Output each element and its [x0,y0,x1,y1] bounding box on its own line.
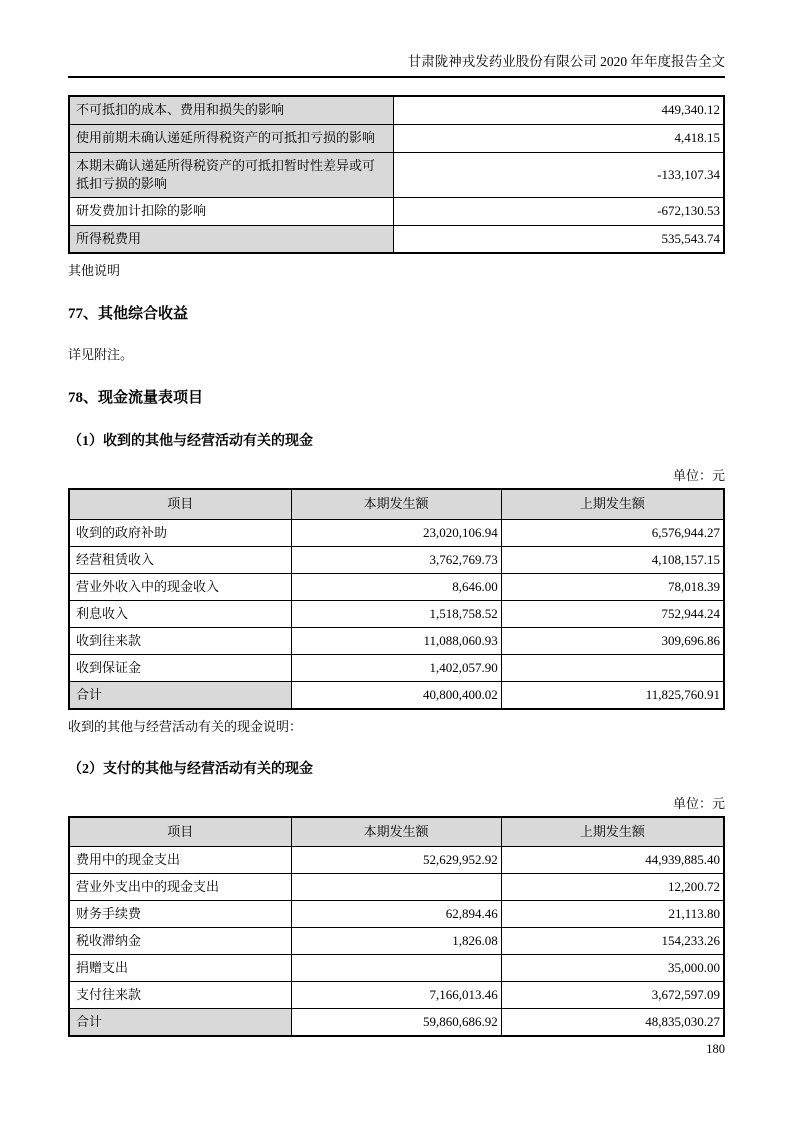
row-prior-cell: 4,108,157.15 [501,546,724,573]
column-header-prior-period: 上期发生额 [501,817,724,847]
received-cash-note: 收到的其他与经营活动有关的现金说明： [68,718,303,734]
row-prior-cell: 44,939,885.40 [501,847,724,874]
row-label-cell: 收到往来款 [69,627,291,654]
row-label-cell: 税收滞纳金 [69,928,291,955]
table-row [69,654,724,681]
row-label-cell: 收到的政府补助 [69,519,291,546]
table-row [69,573,724,600]
unit-label: 单位：元 [672,795,725,811]
row-label-cell: 收到保证金 [69,654,291,681]
row-current-cell: 8,646.00 [291,573,501,600]
total-prior-cell: 11,825,760.91 [501,681,724,709]
row-label-cell: 捐赠支出 [69,955,291,982]
column-header-current-period: 本期发生额 [291,817,501,847]
table-row [69,847,724,874]
row-label-cell: 利息收入 [69,600,291,627]
row-current-cell: 11,088,060.93 [291,627,501,654]
total-label-cell: 合计 [69,1009,291,1037]
row-current-cell: 52,629,952.92 [291,847,501,874]
see-notes-text: 详见附注。 [68,347,134,362]
row-current-cell: 3,762,769.73 [291,546,501,573]
table-row [69,982,724,1009]
table-row [69,152,724,197]
row-value-cell: 535,543.74 [393,225,724,253]
row-current-cell: 23,020,106.94 [291,519,501,546]
table-row [69,225,724,253]
total-label-cell: 合计 [69,681,291,709]
table-total-row [69,1009,724,1037]
total-current-cell: 59,860,686.92 [291,1009,501,1037]
table-row [69,96,724,124]
table-row [69,955,724,982]
table-row [69,874,724,901]
table-row [69,124,724,152]
subsection-1-heading: （1）收到的其他与经营活动有关的现金 [68,434,313,449]
row-current-cell: 1,518,758.52 [291,600,501,627]
row-prior-cell: 35,000.00 [501,955,724,982]
row-label-cell: 费用中的现金支出 [69,847,291,874]
column-header-item: 项目 [69,489,291,519]
row-label-cell: 营业外支出中的现金支出 [69,874,291,901]
table-total-row [69,681,724,709]
row-current-cell [291,874,501,901]
row-prior-cell: 309,696.86 [501,627,724,654]
section-78-heading: 78、现金流量表项目 [68,390,204,406]
table-row [69,519,724,546]
row-value-cell: 449,340.12 [393,96,724,124]
page-number: 180 [706,1042,725,1056]
row-prior-cell: 6,576,944.27 [501,519,724,546]
row-label-cell: 研发费加计扣除的影响 [69,197,393,225]
row-current-cell: 1,402,057.90 [291,654,501,681]
table-row [69,197,724,225]
subsection-2-heading: （2）支付的其他与经营活动有关的现金 [68,761,313,777]
row-value-cell: 4,418.15 [393,124,724,152]
row-prior-cell: 12,200.72 [501,874,724,901]
unit-label: 单位：元 [672,468,725,483]
row-prior-cell: 78,018.39 [501,573,724,600]
row-label-cell: 所得税费用 [69,225,393,253]
table-row [69,901,724,928]
row-value-cell: -133,107.34 [393,152,724,197]
section-77-heading: 77、其他综合收益 [68,306,189,322]
row-prior-cell: 154,233.26 [501,928,724,955]
row-current-cell: 7,166,013.46 [291,982,501,1009]
row-prior-cell [501,654,724,681]
income-tax-effects-table [68,95,725,254]
row-label-cell: 使用前期未确认递延所得税资产的可抵扣亏损的影响 [69,124,393,152]
row-label-cell: 财务手续费 [69,901,291,928]
row-label-cell: 支付往来款 [69,982,291,1009]
row-current-cell [291,955,501,982]
cash-received-table [68,488,725,710]
column-header-prior-period: 上期发生额 [501,489,724,519]
row-label-cell: 经营租赁收入 [69,546,291,573]
table-header-row [69,817,724,847]
column-header-current-period: 本期发生额 [291,489,501,519]
table-row [69,928,724,955]
table-header-row [69,489,724,519]
total-current-cell: 40,800,400.02 [291,681,501,709]
row-current-cell: 62,894.46 [291,901,501,928]
table-row [69,546,724,573]
row-label-cell: 本期未确认递延所得税资产的可抵扣暂时性差异或可抵扣亏损的影响 [69,152,393,197]
row-prior-cell: 752,944.24 [501,600,724,627]
row-prior-cell: 21,113.80 [501,901,724,928]
other-note-text: 其他说明 [68,263,121,278]
total-prior-cell: 48,835,030.27 [501,1009,724,1037]
table-row [69,627,724,654]
row-label-cell: 不可抵扣的成本、费用和损失的影响 [69,96,393,124]
column-header-item: 项目 [69,817,291,847]
cash-paid-table [68,816,725,1038]
row-label-cell: 营业外收入中的现金收入 [69,573,291,600]
row-value-cell: -672,130.53 [393,197,724,225]
row-prior-cell: 3,672,597.09 [501,982,724,1009]
document-header-title: 甘肃陇神戎发药业股份有限公司 2020 年年度报告全文 [68,0,725,78]
table-row [69,600,724,627]
row-current-cell: 1,826.08 [291,928,501,955]
